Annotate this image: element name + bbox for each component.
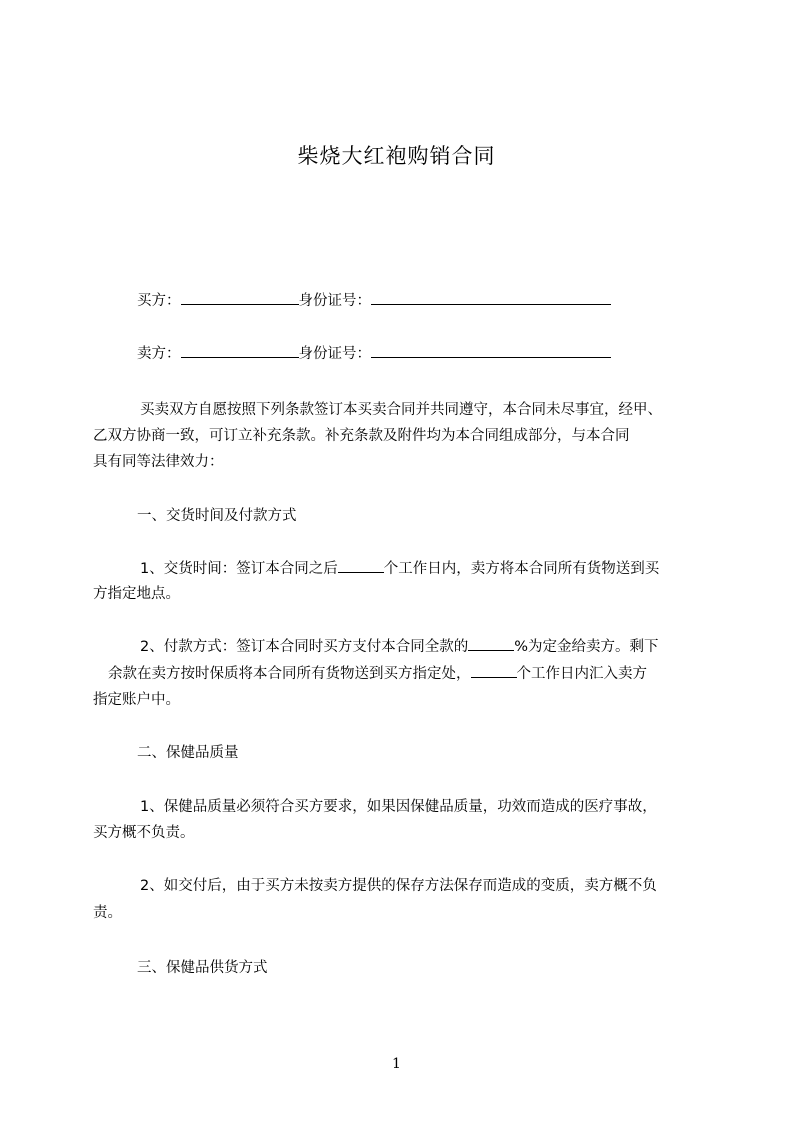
section3-heading: 三、保健品供货方式 [137,960,268,976]
section1-item2-text-c: 余款在卖方按时保质将本合同所有货物送到买方指定处， [108,666,471,682]
preamble-line-1: 买卖双方自愿按照下列条款签订本买卖合同并共同遵守，本合同未尽事宜，经甲、 [140,402,662,418]
section1-item1-text-a: 1、交货时间：签订本合同之后 [140,561,338,577]
section2-item1-line2: 买方概不负责。 [93,825,195,841]
seller-label: 卖方： [137,346,181,362]
section1-item1-text-b: 个工作日内，卖方将本合同所有货物送到买 [383,561,660,577]
section1-item2-line3: 指定账户中。 [93,692,180,708]
section1-item2-text-b: %为定金给卖方。剩下 [514,639,659,655]
seller-name-blank[interactable] [181,343,299,358]
preamble-line-3: 具有同等法律效力： [93,454,224,470]
seller-line [137,343,611,364]
payment-days-blank[interactable] [471,663,517,678]
section1-item2-text-d: 个工作日内汇入卖方 [516,666,647,682]
seller-id-label: 身份证号： [298,346,371,362]
buyer-id-label: 身份证号： [298,293,371,309]
seller-id-blank[interactable] [371,343,611,358]
buyer-label: 买方： [137,293,181,309]
buyer-line [137,290,611,311]
workdays-blank[interactable] [338,558,384,573]
preamble-line-2: 乙双方协商一致，可订立补充条款。补充条款及附件均为本合同组成部分，与本合同 [93,428,630,444]
deposit-percent-blank[interactable] [468,636,514,651]
section1-item2-line2 [108,663,647,684]
buyer-name-blank[interactable] [181,290,299,305]
section2-item2-line1: 2、如交付后，由于买方未按卖方提供的保存方法保存而造成的变质，卖方概不负 [140,878,657,894]
section2-heading: 二、保健品质量 [137,745,239,761]
section1-item2-text-a: 2、付款方式：签订本合同时买方支付本合同全款的 [140,639,469,655]
section1-heading: 一、交货时间及付款方式 [137,508,297,524]
section2-item2-line2: 责。 [93,905,122,921]
section1-item1-line1 [140,558,659,579]
section2-item1-line1: 1、保健品质量必须符合买方要求，如果因保健品质量，功效而造成的医疗事故， [140,799,657,815]
document-title: 柴烧大红袍购销合同 [297,144,496,168]
section1-item1-line2: 方指定地点。 [93,586,180,602]
section1-item2-line1 [140,636,659,657]
page-number: 1 [392,1056,401,1072]
buyer-id-blank[interactable] [371,290,611,305]
